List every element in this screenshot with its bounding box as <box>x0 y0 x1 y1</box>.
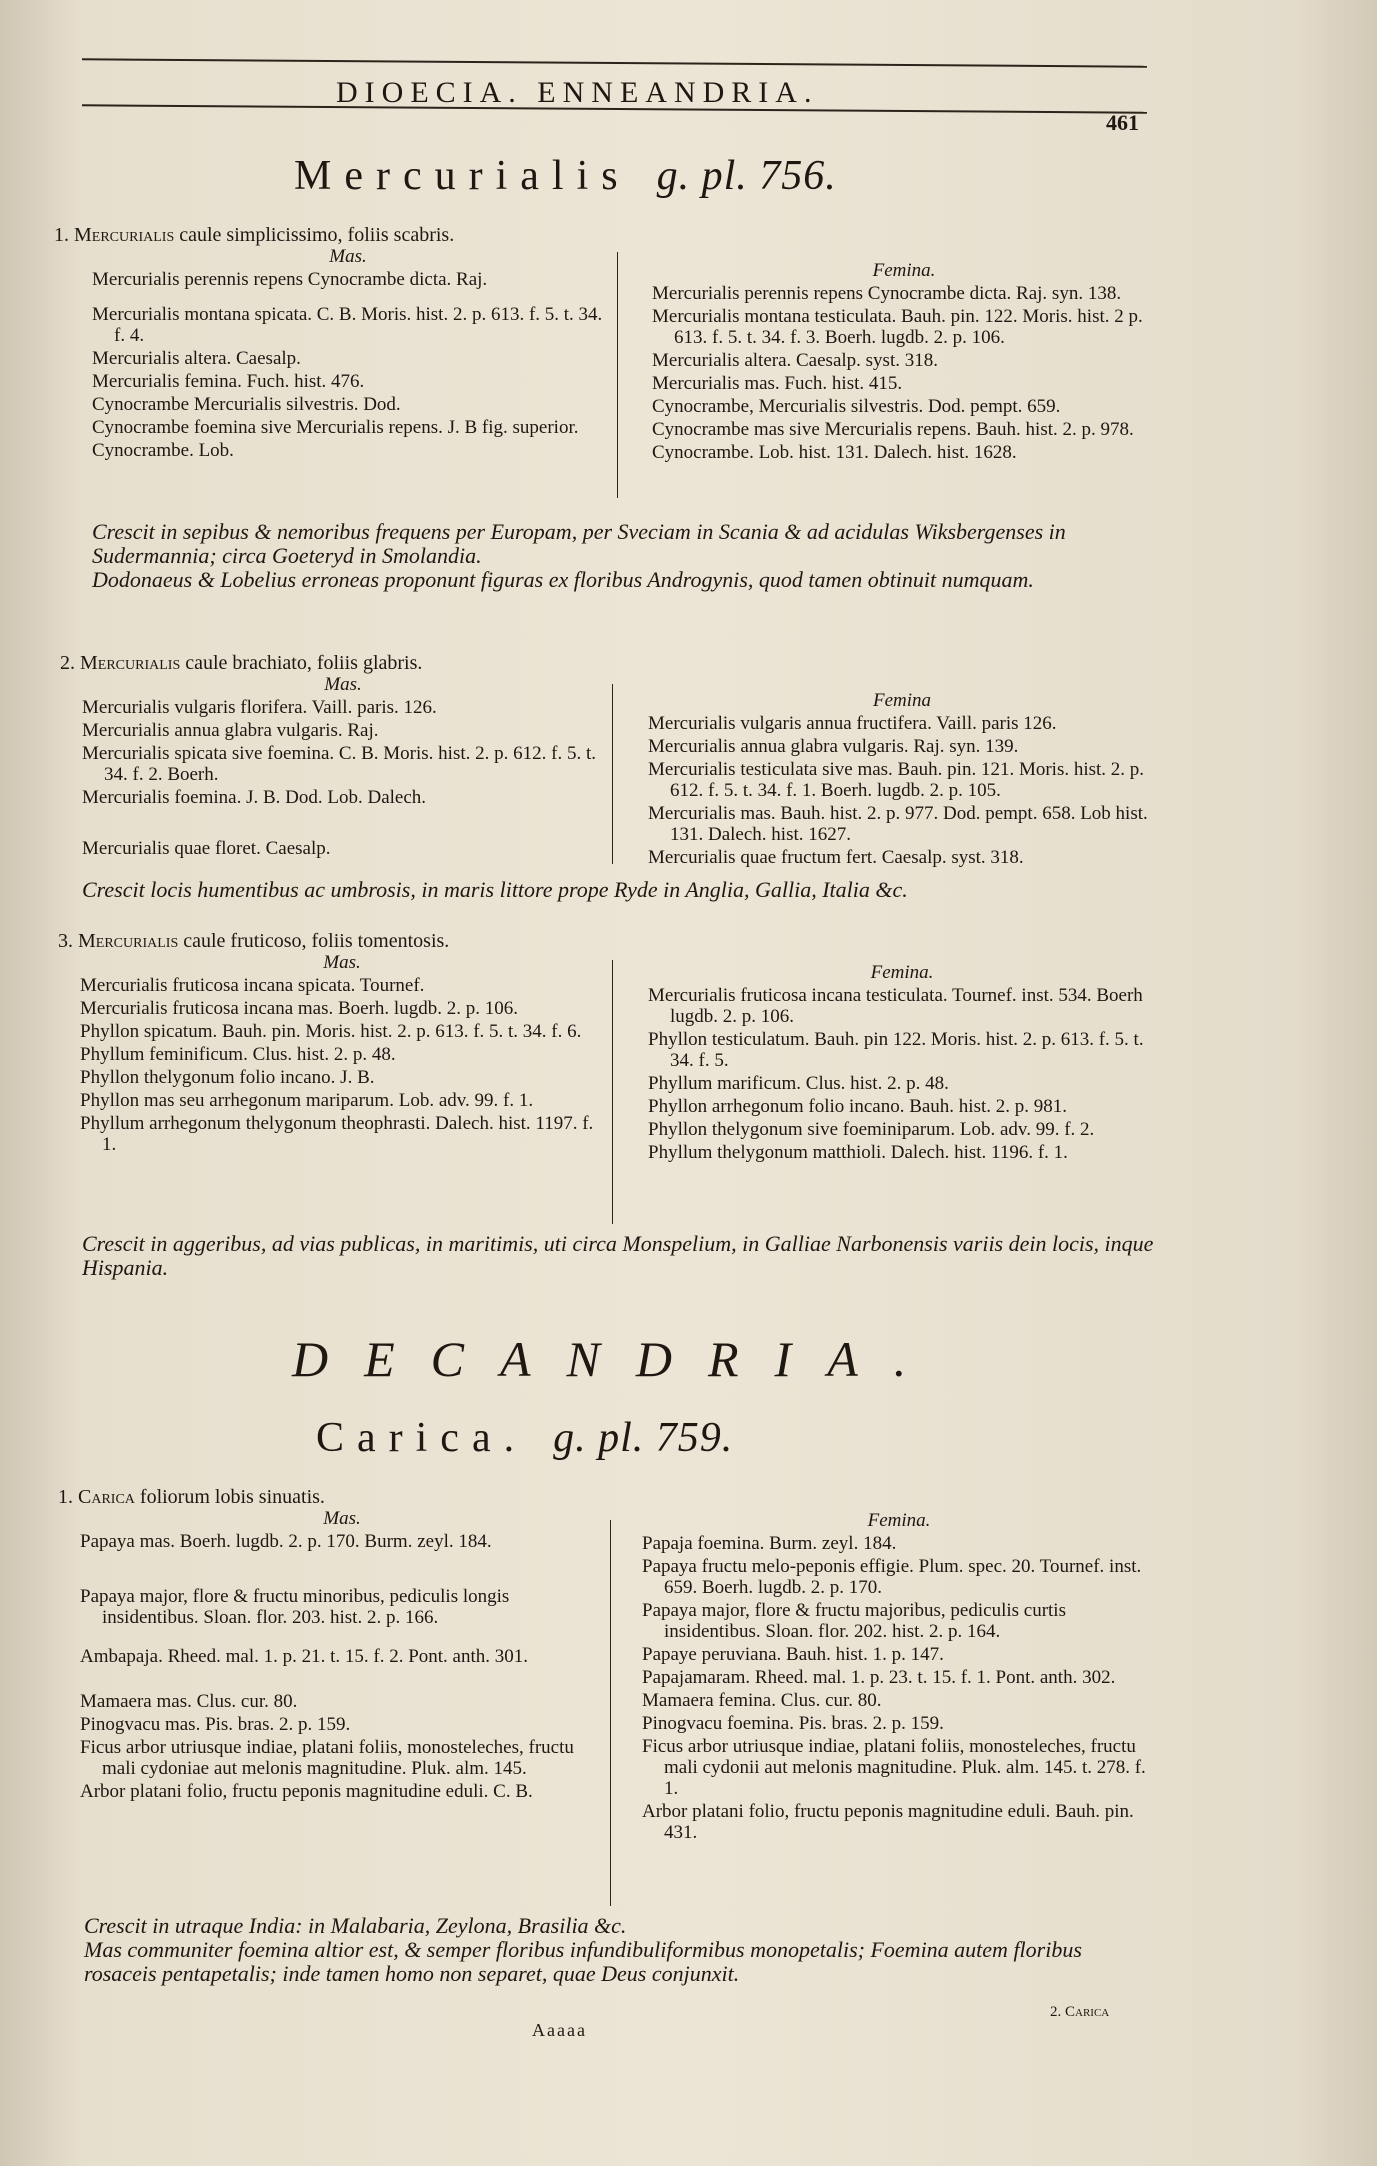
synonym: Arbor platani folio, fructu peponis magnitudine eduli. Bauh. pin. 431. <box>642 1801 1134 1843</box>
synonym: Pinogvacu mas. Pis. bras. 2. p. 159. <box>80 1714 351 1735</box>
synonym: Papaye peruviana. Bauh. hist. 1. p. 147. <box>642 1644 944 1665</box>
genus-reference: g. pl. 759. <box>553 1415 734 1461</box>
synonym: Cynocrambe mas sive Mercurialis repens. Bauh. hist. 2. p. 978. <box>652 419 1134 440</box>
synonym: Cynocrambe. Lob. hist. 131. Dalech. hist. 1628. <box>652 442 1017 463</box>
species-2-habitat: Crescit locis humentibus ac umbrosis, in maris littore prope Ryde in Anglia, Gallia, Italia &c. <box>82 877 908 902</box>
carica-habitat: Crescit in utraque India: in Malabaria, Zeylona, Brasilia &c. Mas communiter foemina altior est, & semper floribus infundibuliformibus monopetalis; Foemina autem floribus rosaceis pentapetalis; inde tamen homo non separet, quae Deus conjunxit. <box>84 1913 1082 1986</box>
synonym: Phyllon spicatum. Bauh. pin. Moris. hist. 2. p. 613. f. 5. t. 34. f. 6. <box>80 1021 582 1042</box>
carica-femina-column: Femina. Papaja foemina. Burm. zeyl. 184. Papaya fructu melo-peponis effigie. Plum. spec. 20. Tournef. inst. 659. Boerh. lugdb. 2. p. 170. Papaya major, flore & fructu majoribus, pediculis curtis insidentibus. Sloan. flor. 202. hist. 2. p. 164. Papaye peruviana. Bauh. hist. 1. p. 147. Papajamaram. Rheed. mal. 1. p. 23. t. 15. f. 1. Pont. anth. 302. Mamaera femina. Clus. cur. 80. Pinogvacu foemina. Pis. bras. 2. p. 159. Ficus arbor utriusque indiae, platani foliis, monosteleches, fructu mali cydonii aut melonis magnitudine. Pluk. alm. 145. t. 278. f. 1. Arbor platani folio, fructu peponis magnitudine eduli. Bauh. pin. 431. <box>642 1510 1156 1845</box>
genus-heading-carica <box>316 1414 733 1462</box>
synonym: Papaya major, flore & fructu minoribus, pediculis longis insidentibus. Sloan. flor. 203. hist. 2. p. 166. <box>80 1586 510 1628</box>
synonym: Cynocrambe foemina sive Mercurialis repens. J. B fig. superior. <box>92 417 579 438</box>
synonym: Mercurialis fruticosa incana testiculata. Tournef. inst. 534. Boerh lugdb. 2. p. 106. <box>648 985 1143 1027</box>
page-number: 461 <box>1106 110 1139 135</box>
synonym: Phyllum feminificum. Clus. hist. 2. p. 48. <box>80 1044 396 1065</box>
catchword: 2. Carica <box>1050 2004 1110 2020</box>
synonym: Mercurialis montana testiculata. Bauh. pin. 122. Moris. hist. 2 p. 613. f. 5. t. 34. f. 3. Boerh. lugdb. 2. p. 106. <box>652 306 1143 348</box>
synonym: Mercurialis mas. Bauh. hist. 2. p. 977. Dod. pempt. 658. Lob hist. 131. Dalech. hist. 1627. <box>648 803 1148 845</box>
species-3-diagnosis: 3. Mercurialis caule fruticoso, foliis tomentosis. <box>58 930 450 952</box>
synonym: Arbor platani folio, fructu peponis magnitudine eduli. C. B. <box>80 1781 533 1802</box>
synonym: Pinogvacu foemina. Pis. bras. 2. p. 159. <box>642 1713 944 1734</box>
species-1-femina-column: Femina. Mercurialis perennis repens Cynocrambe dicta. Raj. syn. 138. Mercurialis montana testiculata. Bauh. pin. 122. Moris. hist. 2 p. 613. f. 5. t. 34. f. 3. Boerh. lugdb. 2. p. 106. Mercurialis altera. Caesalp. syst. 318. Mercurialis mas. Fuch. hist. 415. Cynocrambe, Mercurialis silvestris. Dod. pempt. 659. Cynocrambe mas sive Mercurialis repens. Bauh. hist. 2. p. 978. Cynocrambe. Lob. hist. 131. Dalech. hist. 1628. <box>652 260 1156 465</box>
synonym: Mercurialis testiculata sive mas. Bauh. pin. 121. Moris. hist. 2. p. 612. f. 5. t. 34. f. 1. Boerh. lugdb. 2. p. 105. <box>648 759 1145 801</box>
synonym: Mercurialis annua glabra vulgaris. Raj. <box>82 720 379 741</box>
column-divider <box>612 684 613 864</box>
synonym: Cynocrambe. Lob. <box>92 440 234 461</box>
synonym: Phyllum marificum. Clus. hist. 2. p. 48. <box>648 1073 949 1094</box>
species-1-diagnosis: 1. Mercurialis caule simplicissimo, foliis scabris. <box>54 224 455 246</box>
carica-mas-column: Mas. Papaya mas. Boerh. lugdb. 2. p. 170. Burm. zeyl. 184. Papaya major, flore & fructu minoribus, pediculis longis insidentibus. Sloan. flor. 203. hist. 2. p. 166. Ambapaja. Rheed. mal. 1. p. 21. t. 15. f. 2. Pont. anth. 301. Mamaera mas. Clus. cur. 80. Pinogvacu mas. Pis. bras. 2. p. 159. Ficus arbor utriusque indiae, platani foliis, monosteleches, fructu mali cydoniae aut melonis magnitudine. Pluk. alm. 145. Arbor platani folio, fructu peponis magnitudine eduli. C. B. <box>80 1508 604 1804</box>
synonym: Mercurialis vulgaris annua fructifera. Vaill. paris 126. <box>648 713 1057 734</box>
synonym: Phyllon mas seu arrhegonum mariparum. Lob. adv. 99. f. 1. <box>80 1090 534 1111</box>
synonym: Ficus arbor utriusque indiae, platani foliis, monosteleches, fructu mali cydonii aut melonis magnitudine. Pluk. alm. 145. t. 278. f. 1. <box>642 1736 1146 1799</box>
header-rule-top <box>82 58 1147 67</box>
signature-mark: Aaaaa <box>532 2020 587 2040</box>
species-3-mas-column: Mas. Mercurialis fruticosa incana spicata. Tournef. Mercurialis fruticosa incana mas. Boerh. lugdb. 2. p. 106. Phyllon spicatum. Bauh. pin. Moris. hist. 2. p. 613. f. 5. t. 34. f. 6. Phyllum feminificum. Clus. hist. 2. p. 48. Phyllon thelygonum folio incano. J. B. Phyllon mas seu arrhegonum mariparum. Lob. adv. 99. f. 1. Phyllum arrhegonum thelygonum theophrasti. Dalech. hist. 1197. f. 1. <box>80 952 604 1157</box>
species-2-diagnosis: 2. Mercurialis caule brachiato, foliis glabris. <box>60 652 423 674</box>
synonym: Ficus arbor utriusque indiae, platani foliis, monosteleches, fructu mali cydoniae aut melonis magnitudine. Pluk. alm. 145. <box>80 1737 574 1779</box>
genus-name: Carica. <box>316 1415 528 1461</box>
species-3-femina-column: Femina. Mercurialis fruticosa incana testiculata. Tournef. inst. 534. Boerh lugdb. 2. p. 106. Phyllon testiculatum. Bauh. pin 122. Moris. hist. 2. p. 613. f. 5. t. 34. f. 5. Phyllum marificum. Clus. hist. 2. p. 48. Phyllon arrhegonum folio incano. Bauh. hist. 2. p. 981. Phyllon thelygonum sive foeminiparum. Lob. adv. 99. f. 2. Phyllum thelygonum matthioli. Dalech. hist. 1196. f. 1. <box>648 962 1156 1165</box>
synonym: Mercurialis spicata sive foemina. C. B. Moris. hist. 2. p. 612. f. 5. t. 34. f. 2. Boerh. <box>82 743 596 785</box>
synonym: Mercurialis montana spicata. C. B. Moris. hist. 2. p. 613. f. 5. t. 34. f. 4. <box>92 304 603 346</box>
synonym: Mamaera mas. Clus. cur. 80. <box>80 1691 298 1712</box>
genus-heading-mercurialis <box>294 152 837 200</box>
genus-name: Mercurialis <box>294 153 631 199</box>
synonym: Mercurialis altera. Caesalp. <box>92 348 301 369</box>
synonym: Mercurialis fruticosa incana mas. Boerh. lugdb. 2. p. 106. <box>80 998 518 1019</box>
synonym: Mamaera femina. Clus. cur. 80. <box>642 1690 882 1711</box>
synonym: Papajamaram. Rheed. mal. 1. p. 23. t. 15. f. 1. Pont. anth. 302. <box>642 1667 1116 1688</box>
synonym: Phyllon testiculatum. Bauh. pin 122. Moris. hist. 2. p. 613. f. 5. t. 34. f. 5. <box>648 1029 1144 1071</box>
species-1-mas-column: Mas. Mercurialis perennis repens Cynocrambe dicta. Raj. Mercurialis montana spicata. C. B. Moris. hist. 2. p. 613. f. 5. t. 34. f. 4. Mercurialis altera. Caesalp. Mercurialis femina. Fuch. hist. 476. Cynocrambe Mercurialis silvestris. Dod. Cynocrambe foemina sive Mercurialis repens. J. B fig. superior. Cynocrambe. Lob. <box>92 246 603 461</box>
synonym: Phyllon arrhegonum folio incano. Bauh. hist. 2. p. 981. <box>648 1096 1068 1117</box>
column-divider <box>612 960 613 1224</box>
column-divider <box>610 1520 611 1906</box>
synonym: Mercurialis quae fructum fert. Caesalp. syst. 318. <box>648 847 1024 868</box>
species-2-mas-column: Mas. Mercurialis vulgaris florifera. Vaill. paris. 126. Mercurialis annua glabra vulgaris. Raj. Mercurialis spicata sive foemina. C. B. Moris. hist. 2. p. 612. f. 5. t. 34. f. 2. Boerh. Mercurialis foemina. J. B. Dod. Lob. Dalech. Mercurialis quae floret. Caesalp. <box>82 674 604 861</box>
synonym: Mercurialis fruticosa incana spicata. Tournef. <box>80 975 425 996</box>
synonym: Cynocrambe, Mercurialis silvestris. Dod. pempt. 659. <box>652 396 1061 417</box>
species-2-femina-column: Femina Mercurialis vulgaris annua fructifera. Vaill. paris 126. Mercurialis annua glabra vulgaris. Raj. syn. 139. Mercurialis testiculata sive mas. Bauh. pin. 121. Moris. hist. 2. p. 612. f. 5. t. 34. f. 1. Boerh. lugdb. 2. p. 105. Mercurialis mas. Bauh. hist. 2. p. 977. Dod. pempt. 658. Lob hist. 131. Dalech. hist. 1627. Mercurialis quae fructum fert. Caesalp. syst. 318. <box>648 690 1156 870</box>
synonym: Papaya mas. Boerh. lugdb. 2. p. 170. Burm. zeyl. 184. <box>80 1531 492 1552</box>
carica-species-1-diagnosis: 1. Carica foliorum lobis sinuatis. <box>58 1486 325 1508</box>
synonym: Cynocrambe Mercurialis silvestris. Dod. <box>92 394 401 415</box>
synonym: Mercurialis femina. Fuch. hist. 476. <box>92 371 365 392</box>
synonym: Phyllon thelygonum folio incano. J. B. <box>80 1067 375 1088</box>
synonym: Mercurialis vulgaris florifera. Vaill. paris. 126. <box>82 697 437 718</box>
synonym: Papaja foemina. Burm. zeyl. 184. <box>642 1533 897 1554</box>
synonym: Mercurialis mas. Fuch. hist. 415. <box>652 373 903 394</box>
species-3-habitat: Crescit in aggeribus, ad vias publicas, in maritimis, uti circa Monspelium, in Galliae Narbonensis variis dein locis, inque Hispania. <box>82 1231 1154 1280</box>
synonym: Mercurialis perennis repens Cynocrambe dicta. Raj. <box>92 269 488 290</box>
column-divider <box>617 252 618 498</box>
synonym: Papaya major, flore & fructu majoribus, pediculis curtis insidentibus. Sloan. flor. 202. hist. 2. p. 164. <box>642 1600 1066 1642</box>
synonym: Phyllum thelygonum matthioli. Dalech. hist. 1196. f. 1. <box>648 1142 1068 1163</box>
running-title: DIOECIA. ENNEANDRIA. <box>336 76 819 109</box>
synonym: Phyllum arrhegonum thelygonum theophrasti. Dalech. hist. 1197. f. 1. <box>80 1113 594 1155</box>
synonym: Papaya fructu melo-peponis effigie. Plum. spec. 20. Tournef. inst. 659. Boerh. lugdb. 2. p. 170. <box>642 1556 1142 1598</box>
synonym: Ambapaja. Rheed. mal. 1. p. 21. t. 15. f. 2. Pont. anth. 301. <box>80 1646 529 1667</box>
synonym: Phyllon thelygonum sive foeminiparum. Lob. adv. 99. f. 2. <box>648 1119 1095 1140</box>
synonym: Mercurialis quae floret. Caesalp. <box>82 838 331 859</box>
synonym: Mercurialis perennis repens Cynocrambe dicta. Raj. syn. 138. <box>652 283 1122 304</box>
genus-reference: g. pl. 756. <box>656 153 837 199</box>
synonym: Mercurialis annua glabra vulgaris. Raj. syn. 139. <box>648 736 1019 757</box>
synonym: Mercurialis foemina. J. B. Dod. Lob. Dalech. <box>82 787 427 808</box>
species-1-habitat: Crescit in sepibus & nemoribus frequens per Europam, per Sveciam in Scania & ad acidulas Wiksbergenses in Sudermannia; circa Goeteryd in Smolandia. Dodonaeus & Lobelius erroneas proponunt figuras ex floribus Androgynis, quod tamen obtinuit numquam. <box>92 519 1066 592</box>
synonym: Mercurialis altera. Caesalp. syst. 318. <box>652 350 938 371</box>
section-title-decandria: DECANDRIA. <box>292 1331 943 1387</box>
